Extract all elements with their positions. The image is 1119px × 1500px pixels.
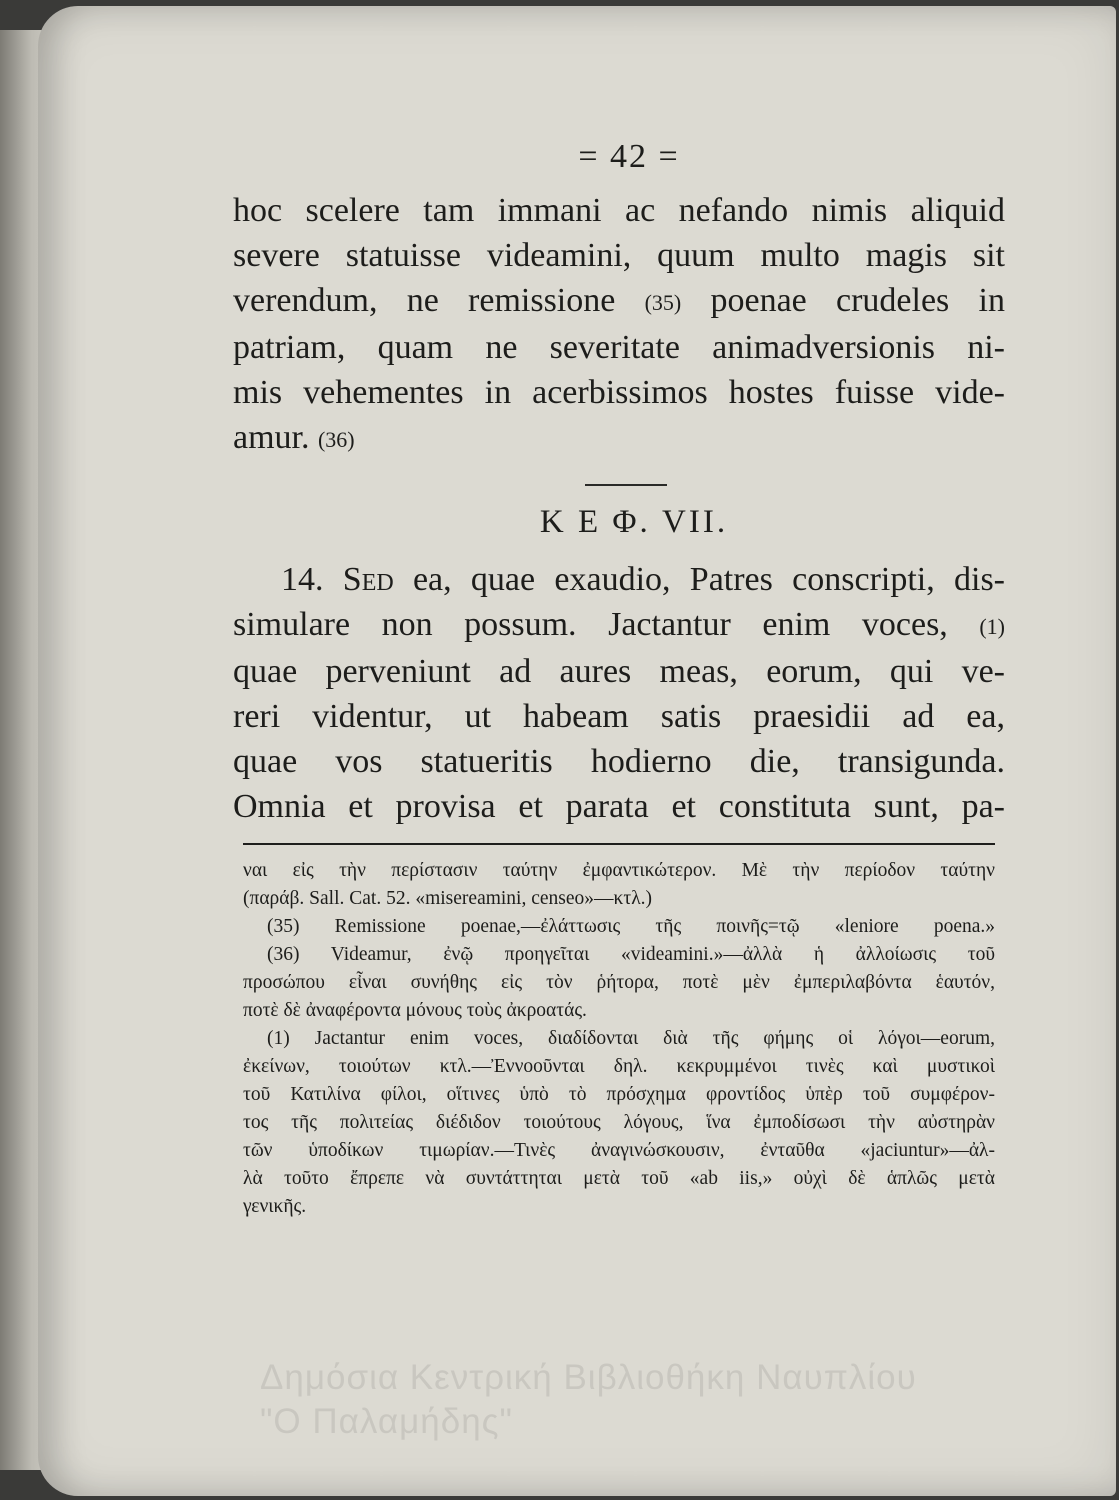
text-fragment: poenae crudeles in: [681, 282, 1005, 319]
text-line: quae vos statueritis hodierno die, transigunda.: [233, 743, 1005, 780]
footnote-line: τῶν ὑποδίκων τιμωρίαν.—Τινὲς ἀναγινώσκουσιν, ἐνταῦθα «jaciuntur»—ἀλ-: [243, 1140, 995, 1161]
text-fragment: ea, quae exaudio, Patres conscripti, dis-: [393, 561, 1006, 598]
footnote-36: (36) Videamur, ἐνῷ προηγεῖται «videamini.»—ἀλλὰ ἡ ἀλλοίωσις τοῦ: [267, 944, 995, 965]
footnote-1: (1) Jactantur enim voces, διαδίδονται διὰ τῆς φήμης οἱ λόγοι—eorum,: [267, 1028, 995, 1049]
text-line: reri videntur, ut habeam satis praesidii ad ea,: [233, 698, 1005, 735]
text-line: patriam, quam ne severitate animadversionis ni-: [233, 329, 1005, 366]
text-line: [233, 557, 1005, 602]
footnote-line: προσώπου εἶναι συνήθης εἰς τὸν ῥήτορα, ποτὲ μὲν ἐμπεριλαβόντα ἑαυτόν,: [243, 972, 995, 993]
text-line: hoc scelere tam immani ac nefando nimis aliquid: [233, 192, 1005, 229]
page-number: = 42 =: [578, 138, 680, 175]
library-watermark: [260, 1356, 1080, 1444]
text-line: mis vehementes in acerbissimos hostes fuisse vide-: [233, 374, 1005, 411]
footnote-ref-36: (36): [317, 427, 355, 452]
footnote-line: τος τῆς πολιτείας διέδιδον τοιούτους λόγους, ἵνα ἐμποδίσωσι τὴν αὐστηρὰν: [243, 1112, 995, 1133]
footnote-line: τοῦ Κατιλίνα φίλοι, οἵτινες ὑπὸ τὸ πρόσχημα φροντίδος ὑπὲρ τοῦ συμφέρον-: [243, 1084, 995, 1105]
footnote-line: ἐκείνων, τοιούτων κτλ.—Ἐννοοῦνται δηλ. κεκρυμμένοι τινὲς καὶ μυστικοὶ: [243, 1056, 995, 1077]
footnotes: [233, 857, 995, 1221]
text-line: [233, 278, 1005, 325]
footnote-line: γενικῆς.: [243, 1196, 307, 1217]
footnote-line: (παράβ. Sall. Cat. 52. «misereamini, censeo»—κτλ.): [243, 888, 653, 909]
text-fragment: simulare non possum. Jactantur enim voces,: [233, 606, 980, 643]
text-line: quae perveniunt ad aures meas, eorum, qui ve-: [233, 653, 1005, 690]
footnote-line: λὰ τοῦτο ἔπρεπε νὰ συντάττηται μετὰ τοῦ «ab iis,» οὐχὶ δὲ ἁπλῶς μετὰ: [243, 1168, 995, 1189]
footnote-ref-35: (35): [644, 290, 682, 315]
chapter-heading: Κ Ε Φ. VII.: [539, 504, 729, 540]
footnote-ref-1: (1): [979, 614, 1005, 639]
section-separator: [585, 484, 667, 486]
text-fragment: amur.: [233, 419, 318, 456]
footnote-line: ναι εἰς τὴν περίστασιν ταύτην ἐμφαντικώτερον. Μὲ τὴν περίοδον ταύτην: [243, 860, 995, 881]
lead-word: Sed: [342, 561, 394, 598]
paragraph-1: [233, 188, 1005, 462]
paragraph-2: [233, 557, 1005, 829]
footnote-35: (35) Remissione poenae,—ἐλάττωσις τῆς ποινῆς=τῷ «leniore poena.»: [267, 916, 995, 937]
text-line: severe statuisse videamini, quum multo magis sit: [233, 237, 1005, 274]
page-content: [233, 138, 1005, 1221]
page-sheet: [38, 6, 1116, 1496]
watermark-line-1: Δημόσια Κεντρική Βιβλιοθήκη Ναυπλίου: [260, 1358, 917, 1397]
text-line: [233, 415, 1005, 462]
text-line: [233, 602, 1005, 649]
watermark-line-2: "Ο Παλαμήδης": [260, 1402, 513, 1441]
section-number: 14.: [281, 561, 324, 598]
footnote-rule: [243, 843, 995, 845]
text-fragment: verendum, ne remissione: [233, 282, 645, 319]
footnote-line: ποτὲ δὲ ἀναφέροντα μόνους τοὺς ἀκροατάς.: [243, 1000, 587, 1021]
text-line: Omnia et provisa et parata et constituta sunt, pa-: [233, 788, 1005, 825]
